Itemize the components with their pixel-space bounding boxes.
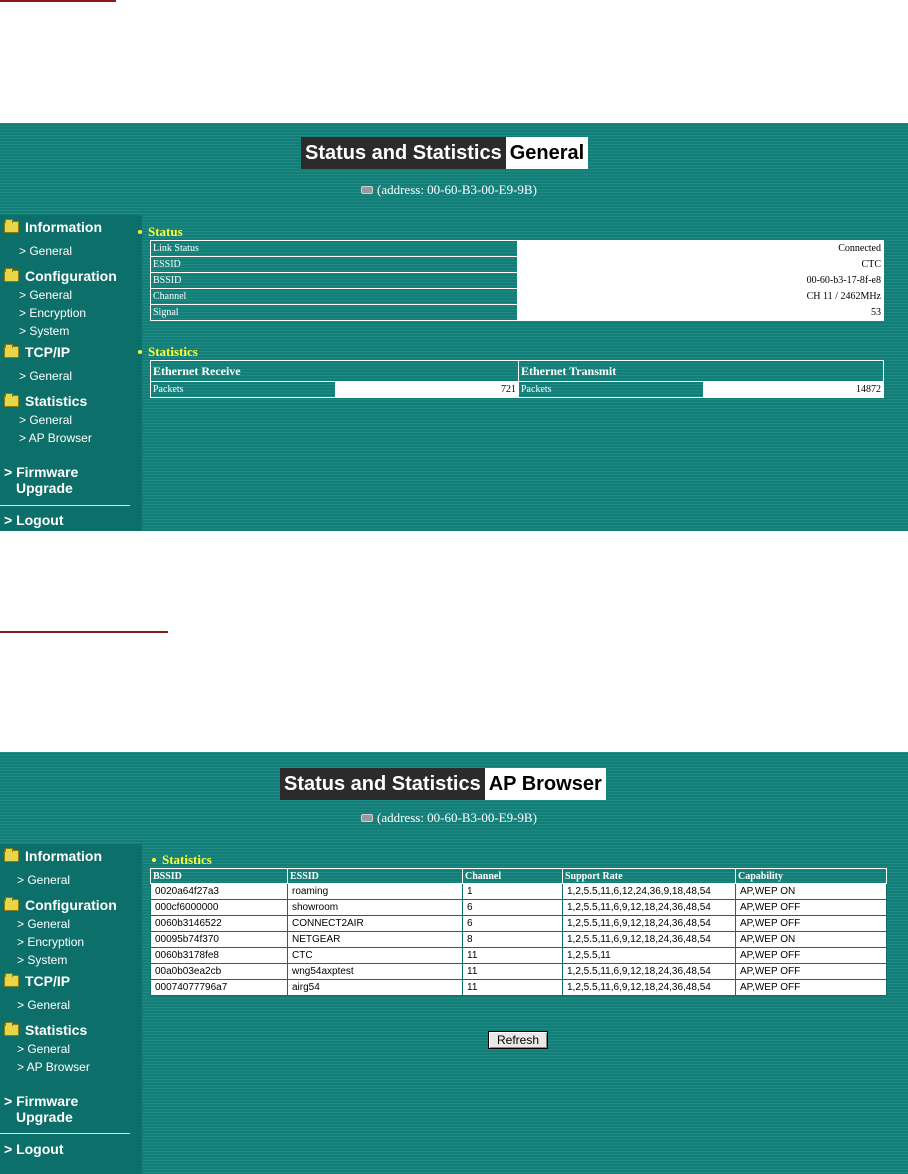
table-row <box>151 257 884 273</box>
statistics-heading <box>152 852 212 868</box>
table-row[interactable] <box>151 884 887 900</box>
row-label: Channel <box>151 289 518 305</box>
folder-icon <box>4 1024 19 1036</box>
device-icon <box>361 814 373 822</box>
nav-stats-ap-browser[interactable]: > AP Browser <box>17 1060 90 1074</box>
nav-config-general[interactable]: > General <box>17 917 71 931</box>
address-text: (address: 00-60-B3-00-E9-9B) <box>377 182 537 197</box>
cell-essid: roaming <box>288 884 463 900</box>
cell-capability: AP,WEP ON <box>736 932 887 948</box>
device-address <box>361 810 537 826</box>
row-value: 53 <box>518 305 884 321</box>
table-row <box>151 289 884 305</box>
nav-logout[interactable]: > Logout <box>4 512 64 528</box>
nav-tcpip-general[interactable]: > General <box>17 998 71 1012</box>
cell-channel: 6 <box>463 900 563 916</box>
heading-text: Status <box>148 224 183 239</box>
col-header: Channel <box>463 869 563 884</box>
row-value: CH 11 / 2462MHz <box>518 289 884 305</box>
cell-capability: AP,WEP OFF <box>736 980 887 996</box>
title-section: Status and Statistics <box>280 768 485 800</box>
cell-rate: 1,2,5.5,11 <box>563 948 736 964</box>
cell-capability: AP,WEP OFF <box>736 916 887 932</box>
refresh-button[interactable]: Refresh <box>488 1031 548 1049</box>
nav-config-encryption[interactable]: > Encryption <box>17 935 85 949</box>
bullet-icon <box>152 858 156 862</box>
col-header: Capability <box>736 869 887 884</box>
nav-stats-ap-browser[interactable]: > AP Browser <box>19 431 92 445</box>
col-header: ESSID <box>288 869 463 884</box>
cell-capability: AP,WEP OFF <box>736 964 887 980</box>
nav-tcpip-general[interactable]: > General <box>19 369 73 383</box>
folder-icon <box>4 346 19 358</box>
row-label: Link Status <box>151 241 518 257</box>
cell-essid: showroom <box>288 900 463 916</box>
table-header-row <box>151 869 887 884</box>
address-text: (address: 00-60-B3-00-E9-9B) <box>377 810 537 825</box>
folder-icon <box>4 975 19 987</box>
cell-bssid: 00a0b03ea2cb <box>151 964 288 980</box>
cell-rate: 1,2,5.5,11,6,12,24,36,9,18,48,54 <box>563 884 736 900</box>
table-row[interactable] <box>151 932 887 948</box>
cell-channel: 6 <box>463 916 563 932</box>
status-general-panel <box>0 123 908 531</box>
row-value: Connected <box>518 241 884 257</box>
cell-rate: 1,2,5.5,11,6,9,12,18,24,36,48,54 <box>563 932 736 948</box>
cell-bssid: 0020a64f27a3 <box>151 884 288 900</box>
table-row <box>151 305 884 321</box>
nav-tcpip[interactable] <box>4 344 70 360</box>
col-header: Support Rate <box>563 869 736 884</box>
sidebar <box>0 844 142 1174</box>
nav-label: Statistics <box>25 393 88 409</box>
cell-essid: airg54 <box>288 980 463 996</box>
nav-label: Information <box>25 219 102 235</box>
nav-config-system[interactable]: > System <box>17 953 68 967</box>
bullet-icon <box>138 230 142 234</box>
cell-channel: 11 <box>463 964 563 980</box>
nav-label: Information <box>25 848 102 864</box>
sidebar <box>0 215 142 531</box>
cell-essid: CTC <box>288 948 463 964</box>
status-table <box>150 240 884 321</box>
title-section: Status and Statistics <box>301 137 506 169</box>
cell-bssid: 00074077796a7 <box>151 980 288 996</box>
nav-divider <box>0 505 130 506</box>
table-header-row <box>151 361 884 382</box>
folder-icon <box>4 221 19 233</box>
nav-label: > Firmware <box>4 464 79 480</box>
nav-firmware-upgrade[interactable] <box>4 1093 78 1125</box>
cell-bssid: 0060b3146522 <box>151 916 288 932</box>
device-icon <box>361 186 373 194</box>
title-page: General <box>506 137 588 169</box>
col-header: BSSID <box>151 869 288 884</box>
table-row[interactable] <box>151 916 887 932</box>
row-value: 00-60-b3-17-8f-e8 <box>518 273 884 289</box>
row-value: CTC <box>518 257 884 273</box>
row-label: Signal <box>151 305 518 321</box>
header-link-underline <box>0 0 116 2</box>
cell-capability: AP,WEP ON <box>736 884 887 900</box>
ap-browser-table <box>150 868 887 996</box>
nav-label: Configuration <box>25 897 117 913</box>
nav-stats-general[interactable]: > General <box>17 1042 71 1056</box>
nav-configuration[interactable] <box>4 268 117 284</box>
table-row[interactable] <box>151 964 887 980</box>
cell-capability: AP,WEP OFF <box>736 948 887 964</box>
nav-label: Upgrade <box>16 480 73 496</box>
rx-label: Packets <box>151 382 336 398</box>
cell-channel: 11 <box>463 980 563 996</box>
folder-icon <box>4 270 19 282</box>
cell-rate: 1,2,5.5,11,6,9,12,18,24,36,48,54 <box>563 980 736 996</box>
header-link-underline <box>0 631 168 633</box>
cell-essid: CONNECT2AIR <box>288 916 463 932</box>
nav-label: > Firmware <box>4 1093 79 1109</box>
nav-statistics[interactable] <box>4 393 87 409</box>
title-page: AP Browser <box>485 768 606 800</box>
nav-info-general[interactable]: > General <box>19 244 73 258</box>
nav-label: Upgrade <box>16 1109 73 1125</box>
eth-receive-header: Ethernet Receive <box>151 361 519 382</box>
statistics-heading <box>138 344 198 360</box>
status-heading <box>138 224 183 240</box>
nav-config-encryption[interactable]: > Encryption <box>19 306 87 320</box>
device-address <box>361 182 537 198</box>
cell-channel: 1 <box>463 884 563 900</box>
nav-divider <box>0 1133 130 1134</box>
cell-bssid: 000cf6000000 <box>151 900 288 916</box>
cell-bssid: 0060b3178fe8 <box>151 948 288 964</box>
nav-information[interactable] <box>4 219 102 235</box>
ethernet-stats-table <box>150 360 884 398</box>
nav-statistics[interactable] <box>4 1022 87 1038</box>
folder-icon <box>4 850 19 862</box>
nav-information[interactable] <box>4 848 102 864</box>
nav-label: Configuration <box>25 268 117 284</box>
cell-channel: 8 <box>463 932 563 948</box>
nav-tcpip[interactable] <box>4 973 70 989</box>
heading-text: Statistics <box>162 852 212 867</box>
cell-channel: 11 <box>463 948 563 964</box>
bullet-icon <box>138 350 142 354</box>
tx-label: Packets <box>519 382 704 398</box>
folder-icon <box>4 899 19 911</box>
cell-bssid: 00095b74f370 <box>151 932 288 948</box>
table-row <box>151 241 884 257</box>
table-row <box>151 382 884 398</box>
eth-transmit-header: Ethernet Transmit <box>519 361 884 382</box>
table-row[interactable] <box>151 980 887 996</box>
row-label: ESSID <box>151 257 518 273</box>
cell-rate: 1,2,5.5,11,6,9,12,18,24,36,48,54 <box>563 916 736 932</box>
page-title <box>280 768 606 800</box>
heading-text: Statistics <box>148 344 198 359</box>
nav-logout[interactable]: > Logout <box>4 1141 64 1157</box>
nav-configuration[interactable] <box>4 897 117 913</box>
cell-rate: 1,2,5.5,11,6,9,12,18,24,36,48,54 <box>563 964 736 980</box>
page-title <box>301 137 588 169</box>
nav-stats-general[interactable]: > General <box>19 413 73 427</box>
ap-browser-panel <box>0 752 908 1174</box>
nav-label: TCP/IP <box>25 973 71 989</box>
rx-value: 721 <box>336 382 519 398</box>
folder-icon <box>4 395 19 407</box>
table-row[interactable] <box>151 900 887 916</box>
cell-essid: wng54axptest <box>288 964 463 980</box>
cell-rate: 1,2,5.5,11,6,9,12,18,24,36,48,54 <box>563 900 736 916</box>
cell-capability: AP,WEP OFF <box>736 900 887 916</box>
cell-essid: NETGEAR <box>288 932 463 948</box>
row-label: BSSID <box>151 273 518 289</box>
nav-config-system[interactable]: > System <box>19 324 70 338</box>
tx-value: 14872 <box>704 382 884 398</box>
nav-label: TCP/IP <box>25 344 71 360</box>
table-row <box>151 273 884 289</box>
nav-config-general[interactable]: > General <box>19 288 73 302</box>
nav-label: Statistics <box>25 1022 88 1038</box>
table-row[interactable] <box>151 948 887 964</box>
nav-info-general[interactable]: > General <box>17 873 71 887</box>
nav-firmware-upgrade[interactable] <box>4 464 78 496</box>
